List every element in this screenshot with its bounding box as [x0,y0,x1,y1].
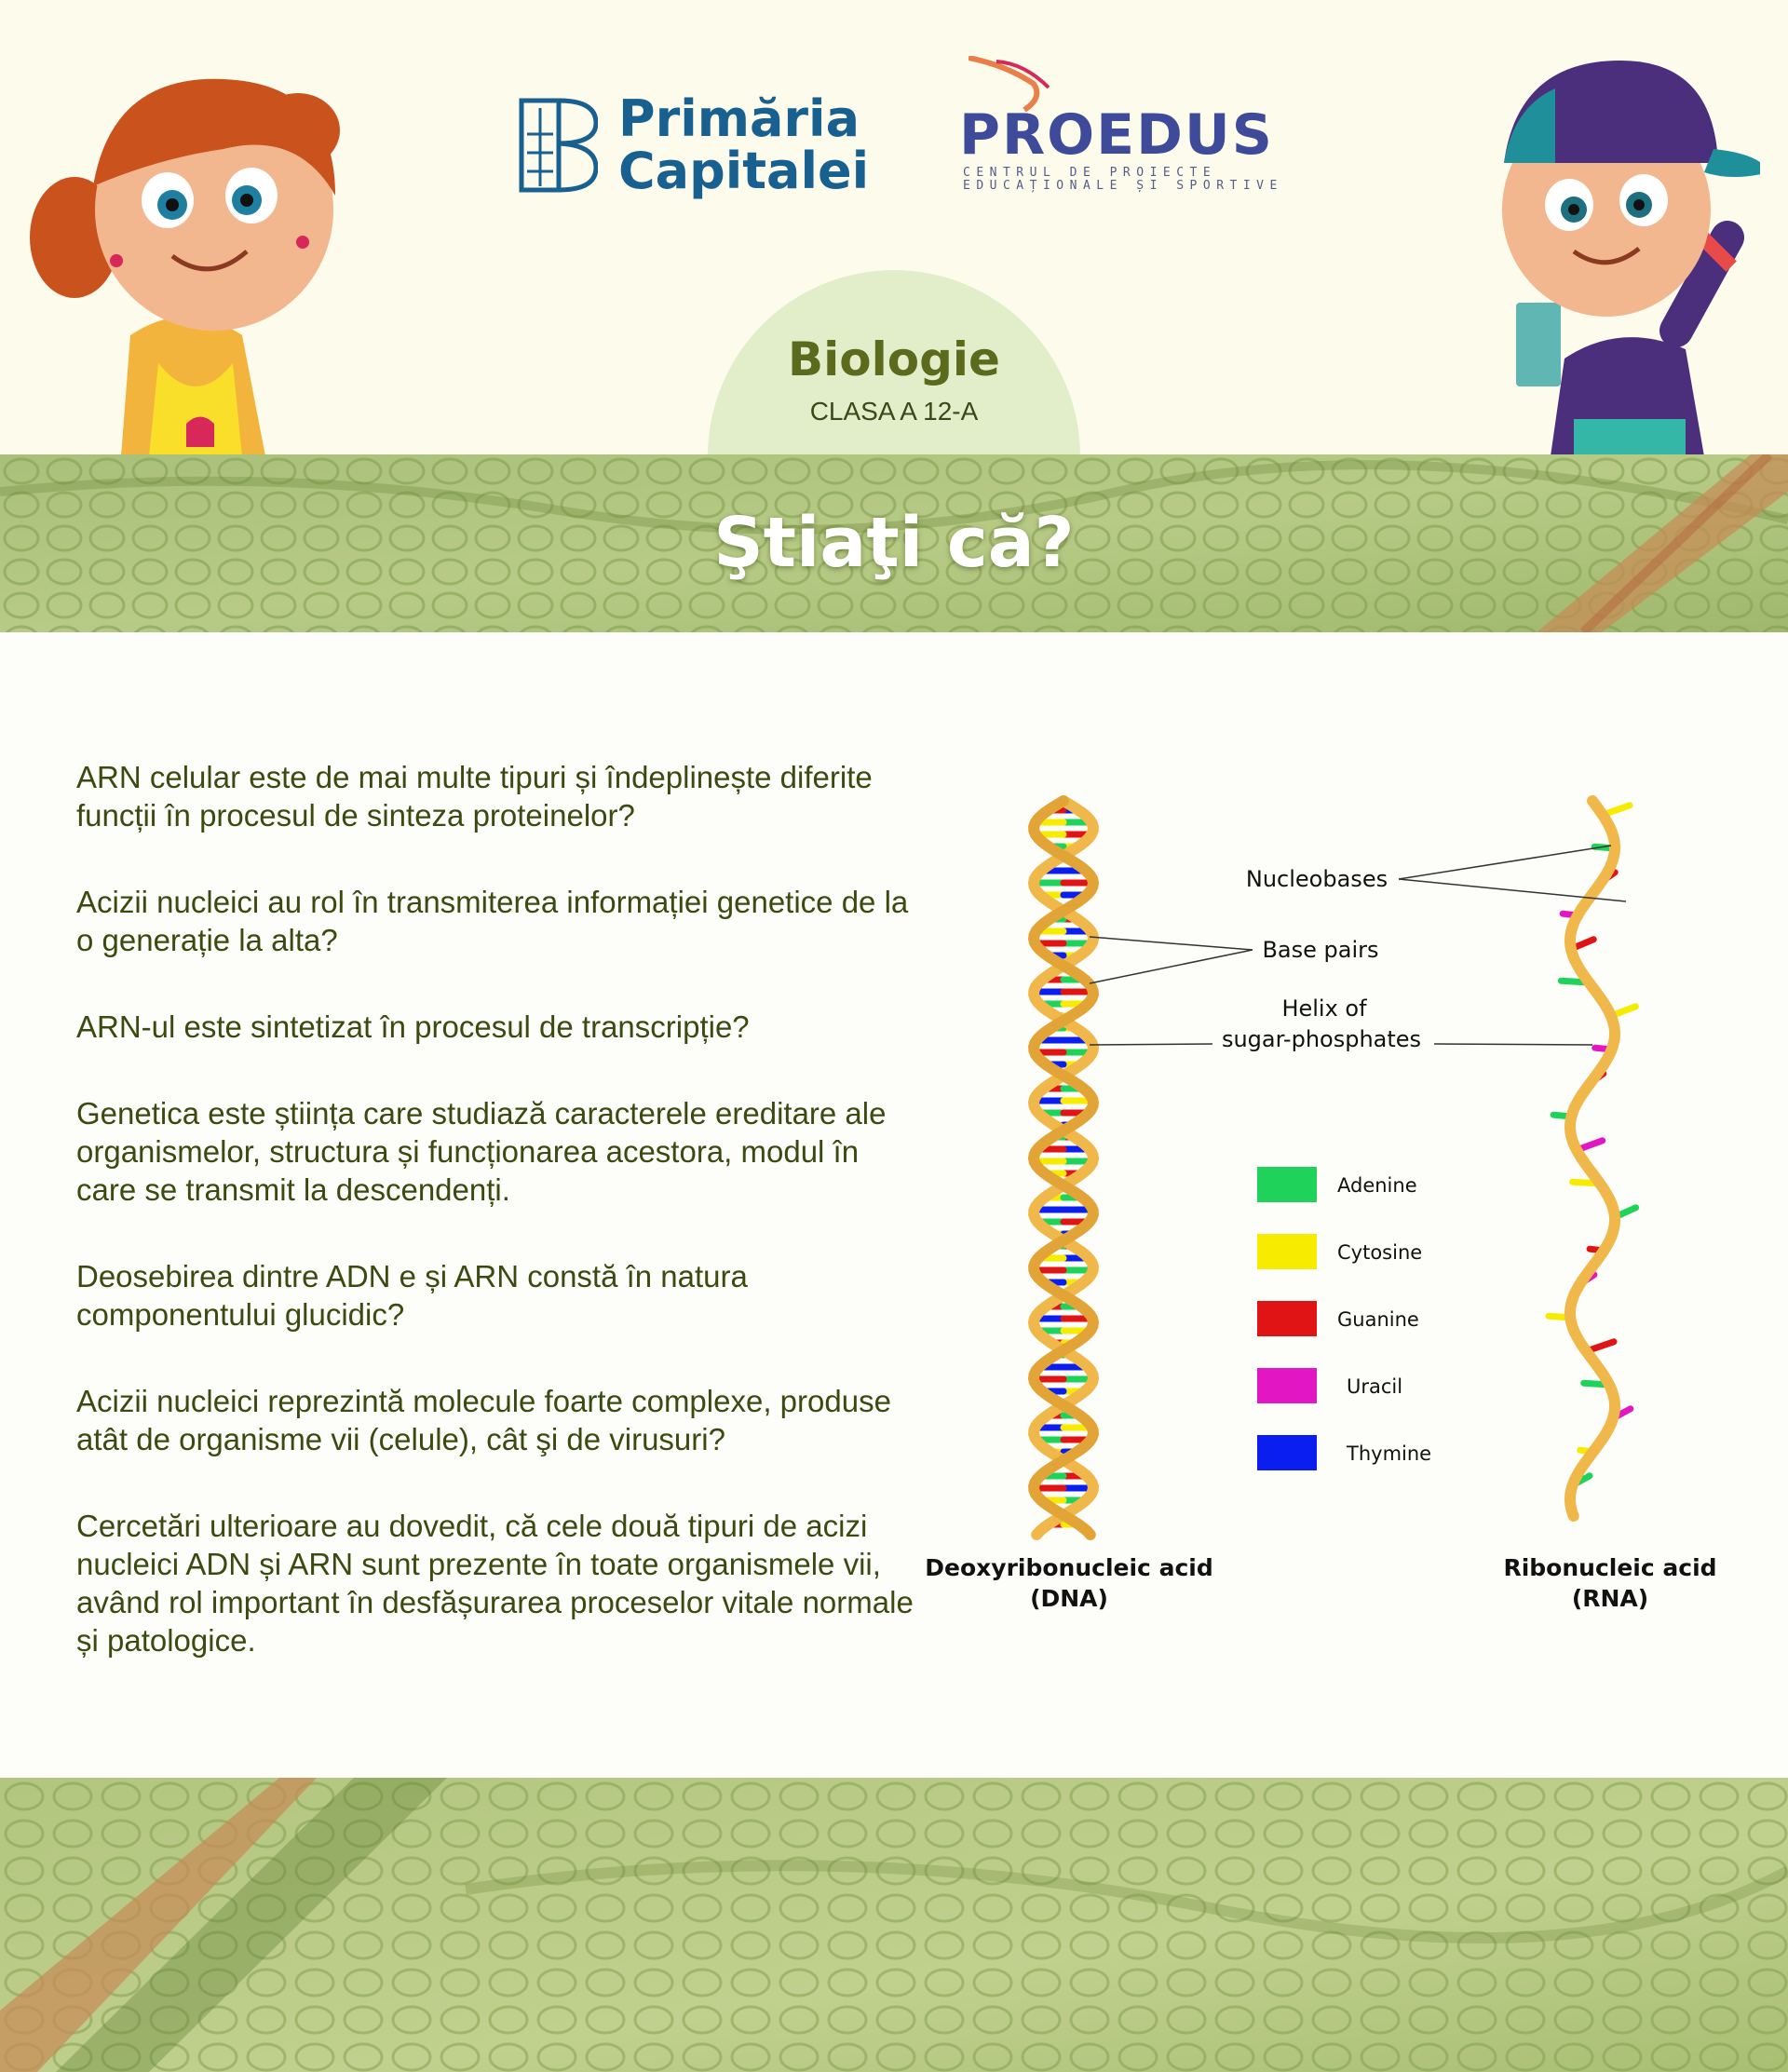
girl-mascot-illustration [19,56,354,454]
primaria-emblem-icon [518,97,598,194]
fact-item: ARN celular este de mai multe tipuri și îndeplinește diferite funcții în procesul de sinteza proteinelor? [76,760,873,833]
dna-caption-line2: (DNA) [1030,1585,1108,1612]
fact-item: Acizii nucleici reprezintă molecule foarte complexe, produse atât de organisme vii (celule), cât şi de virusuri? [76,1384,891,1456]
legend-swatch-thymine [1257,1435,1317,1470]
legend-label-thymine: Thymine [1347,1442,1432,1465]
primaria-capitalei-logo [518,89,870,200]
fact-item: ARN-ul este sintetizat în procesul de transcripție? [76,1009,750,1044]
header [0,0,1788,454]
rna-caption-line1: Ribonucleic acid [1503,1554,1717,1581]
footer-texture [0,1778,1788,2072]
rna-helix [1549,801,1636,1516]
label-helix-line2: sugar-phosphates [1221,1026,1422,1052]
footer-microscope-image [0,1778,1788,2072]
fact-item: Cercetări ulterioare au dovedit, că cele două tipuri de acizi nucleici ADN și ARN sunt prezente în toate organismele vii, având rol important în desfășurarea proceselor vitale normale și patologice. [76,1509,914,1658]
proedus-logo [959,56,1283,196]
logo-proedus-sub1: CENTRUL DE PROIECTE [963,166,1217,180]
fact-item: Genetica este știința care studiază caracterele ereditare ale organismelor, structura și funcționarea acestora, modul în care se transmit la descendenți. [76,1096,887,1207]
logo-proedus-sub2: EDUCAȚIONALE ȘI SPORTIVE [963,179,1283,193]
label-helix-line1: Helix of [1281,995,1367,1022]
rna-backbone-strand [1570,801,1615,1516]
legend-swatch-adenine [1257,1167,1317,1202]
legend-label-guanine: Guanine [1337,1308,1419,1331]
rna-caption-line2: (RNA) [1571,1585,1649,1612]
legend-label-cytosine: Cytosine [1337,1241,1423,1264]
legend-swatch-cytosine [1257,1234,1317,1269]
legend-label-adenine: Adenine [1337,1174,1417,1197]
label-base-pairs: Base pairs [1262,937,1379,963]
fact-item: Deosebirea dintre ADN e și ARN constă în natura componentului glucidic? [76,1259,748,1332]
legend-swatch-uracil [1257,1368,1317,1403]
grade-label: CLASA A 12-A [809,397,979,426]
dna-caption-line1: Deoxyribonucleic acid [925,1554,1213,1581]
legend [1257,1167,1431,1470]
legend-label-uracil: Uracil [1347,1375,1403,1398]
logo-primaria-line1: Primăria [618,89,860,148]
boy-mascot-illustration [1481,51,1760,454]
dna-helix [1034,801,1093,1535]
dna-rna-diagram [922,782,1760,1620]
banner-title: Ştiaţi că? [713,503,1075,583]
label-nucleobases: Nucleobases [1245,866,1388,892]
logo-primaria-line2: Capitalei [618,142,870,200]
legend-swatch-guanine [1257,1301,1317,1336]
facts-list [76,758,914,1708]
fact-item: Acizii nucleici au rol în transmiterea informației genetice de la o generație la alta? [76,885,909,957]
logo-proedus-word: PROEDUS [959,102,1274,168]
subject-title: Biologie [788,332,1000,386]
